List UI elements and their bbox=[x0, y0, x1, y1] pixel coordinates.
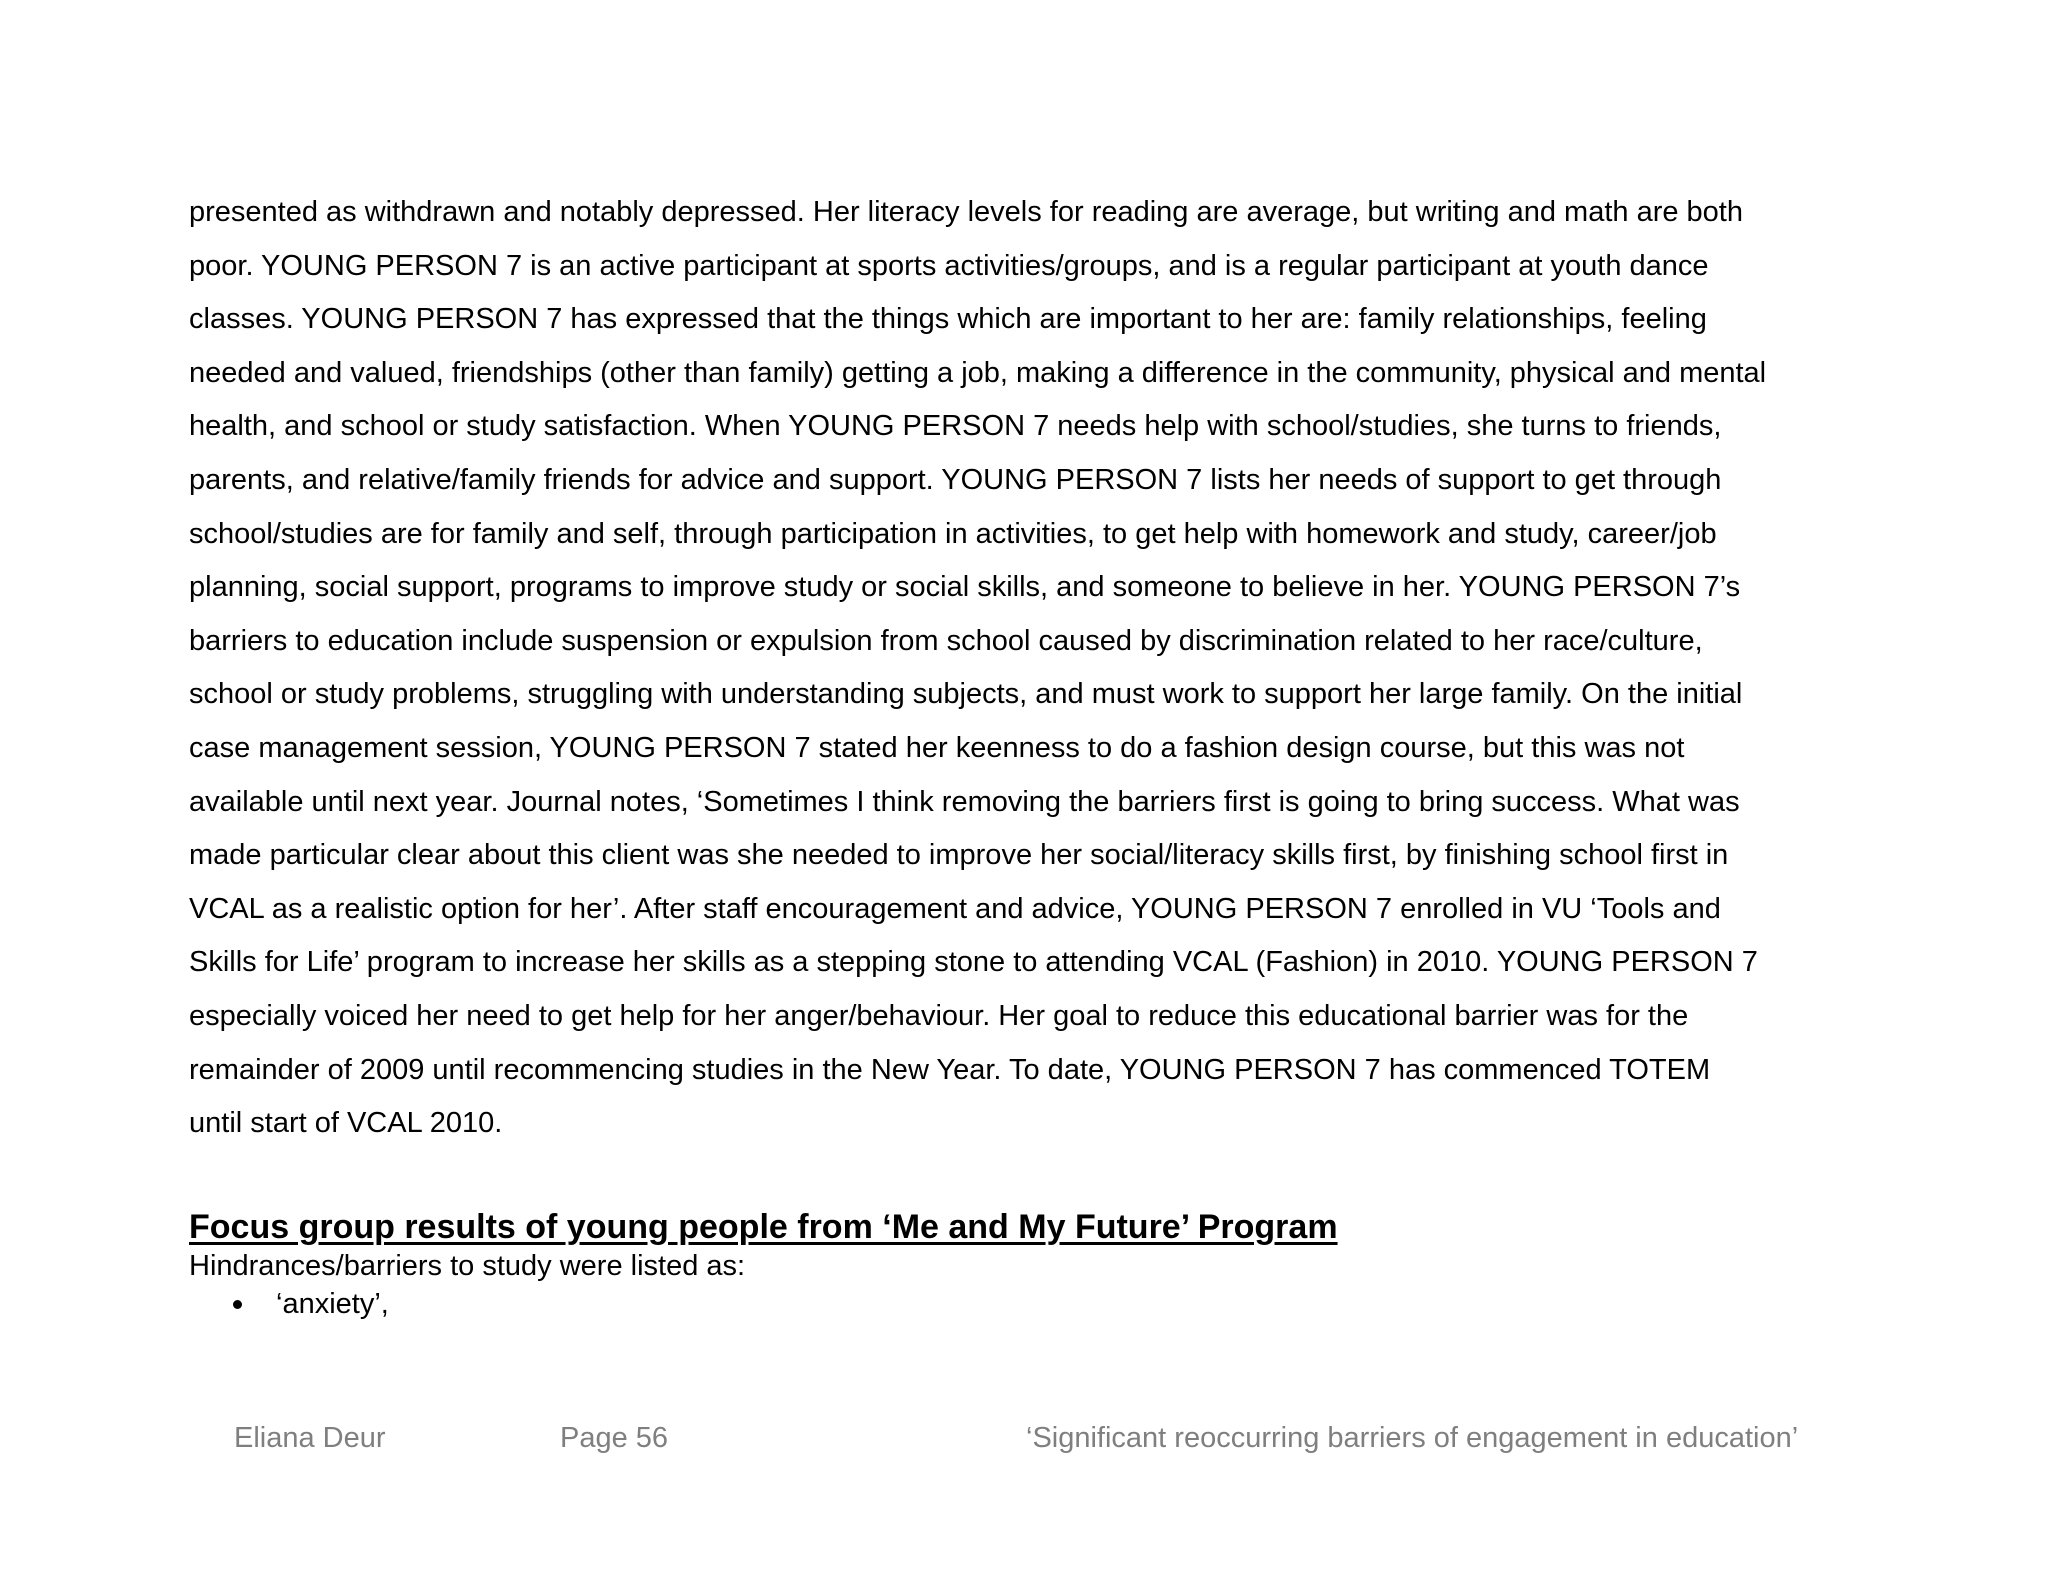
bullet-icon bbox=[233, 1300, 242, 1309]
paragraph-line: needed and valued, friendships (other than family) getting a job, making a difference in the community, physical and mental bbox=[189, 356, 1767, 389]
paragraph-line: health, and school or study satisfaction. When YOUNG PERSON 7 needs help with school/studies, she turns to friends, bbox=[189, 410, 1722, 443]
paragraph-line: made particular clear about this client was she needed to improve her social/literacy skills first, by finishing school first in bbox=[189, 839, 1729, 872]
paragraph-line: poor. YOUNG PERSON 7 is an active participant at sports activities/groups, and is a regular participant at youth dance bbox=[189, 249, 1709, 282]
paragraph-line: VCAL as a realistic option for her’. After staff encouragement and advice, YOUNG PERSON 7 enrolled in VU ‘Tools and bbox=[189, 892, 1721, 925]
barrier-list bbox=[233, 1288, 389, 1321]
section-heading: Focus group results of young people from ‘Me and My Future’ Program bbox=[189, 1208, 1338, 1246]
paragraph-line: school or study problems, struggling with understanding subjects, and must work to support her large family. On the initial bbox=[189, 678, 1743, 711]
list-item bbox=[233, 1288, 389, 1321]
section-intro: Hindrances/barriers to study were listed as: bbox=[189, 1250, 746, 1282]
paragraph-line: available until next year. Journal notes, ‘Sometimes I think removing the barriers first is going to bring success. What was bbox=[189, 785, 1740, 818]
body-paragraph bbox=[189, 186, 1889, 1151]
paragraph-line: planning, social support, programs to improve study or social skills, and someone to believe in her. YOUNG PERSON 7’s bbox=[189, 571, 1741, 604]
paragraph-line: barriers to education include suspension or expulsion from school caused by discrimination related to her race/culture, bbox=[189, 624, 1703, 657]
paragraph-line: parents, and relative/family friends for advice and support. YOUNG PERSON 7 lists her needs of support to get through bbox=[189, 463, 1722, 496]
paragraph-line: case management session, YOUNG PERSON 7 stated her keenness to do a fashion design course, but this was not bbox=[189, 731, 1685, 764]
paragraph-line: remainder of 2009 until recommencing studies in the New Year. To date, YOUNG PERSON 7 has commenced TOTEM bbox=[189, 1053, 1711, 1086]
paragraph-line: school/studies are for family and self, through participation in activities, to get help with homework and study, career/job bbox=[189, 517, 1717, 550]
list-item-text: ‘anxiety’, bbox=[276, 1288, 389, 1320]
footer-author: Eliana Deur bbox=[234, 1422, 386, 1454]
footer-document-title: ‘Significant reoccurring barriers of engagement in education’ bbox=[1026, 1422, 1799, 1454]
paragraph-line: especially voiced her need to get help for her anger/behaviour. Her goal to reduce this educational barrier was for the bbox=[189, 999, 1689, 1032]
paragraph-line: until start of VCAL 2010. bbox=[189, 1107, 503, 1140]
footer-page-number: Page 56 bbox=[560, 1422, 669, 1454]
paragraph-line: Skills for Life’ program to increase her skills as a stepping stone to attending VCAL (Fashion) in 2010. YOUNG PERSON 7 bbox=[189, 946, 1758, 979]
paragraph-line: presented as withdrawn and notably depressed. Her literacy levels for reading are average, but writing and math are both bbox=[189, 196, 1743, 228]
paragraph-line: classes. YOUNG PERSON 7 has expressed that the things which are important to her are: family relationships, feeling bbox=[189, 303, 1707, 336]
